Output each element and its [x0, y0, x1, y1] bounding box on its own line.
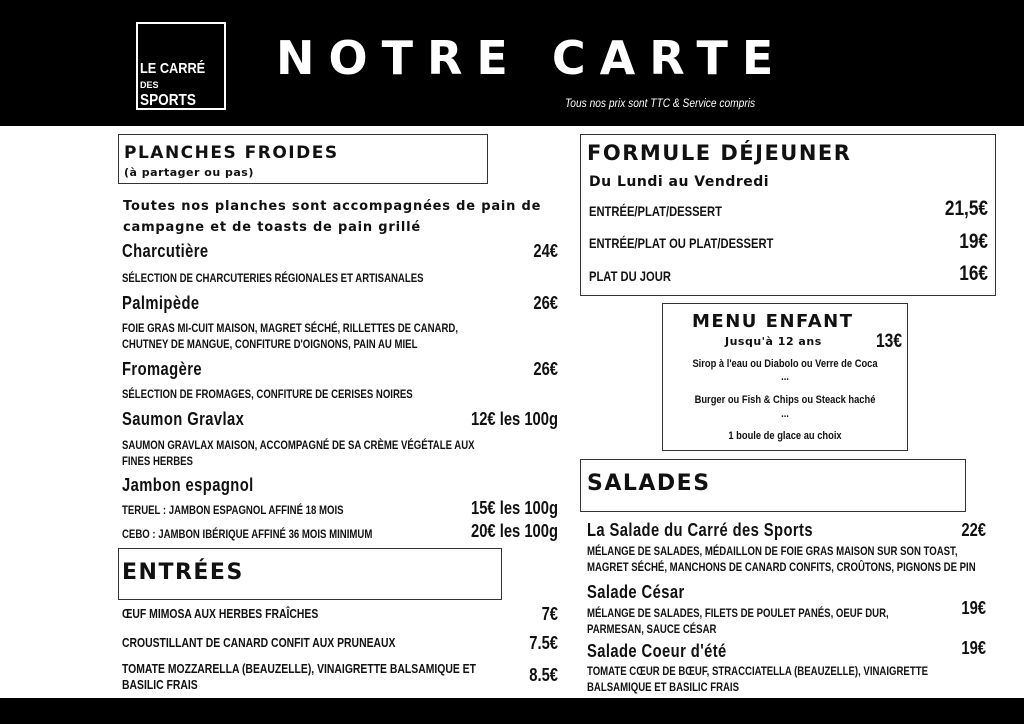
price-note: Tous nos prix sont TTC & Service compris	[565, 96, 756, 110]
enfant-age: Jusqu'à 12 ans	[725, 335, 822, 348]
salades-title: SALADES	[587, 471, 711, 496]
formule-subtitle: Du Lundi au Vendredi	[589, 174, 770, 190]
entree-croustillant: CROUSTILLANT DE CANARD CONFIT AUX PRUNEAUX	[122, 635, 396, 650]
item-fromagere: Fromagère	[122, 359, 202, 379]
formule-title: FORMULE DÉJEUNER	[587, 141, 852, 165]
formule-item-2: ENTRÉE/PLAT OU PLAT/DESSERT	[589, 235, 774, 251]
jambon-cebo: CEBO : JAMBON IBÉRIQUE AFFINÉ 36 MOIS MINIMUM	[122, 527, 373, 541]
planches-title: PLANCHES FROIDES	[124, 143, 339, 163]
enfant-main: Burger ou Fish & Chips ou Steack haché	[694, 394, 876, 406]
jambon-teruel: TERUEL : JAMBON ESPAGNOL AFFINÉ 18 MOIS	[122, 503, 344, 517]
formule-item-3: PLAT DU JOUR	[589, 268, 671, 284]
price-tomate: 8.5€	[529, 665, 558, 685]
formule-price-3: 16€	[959, 262, 988, 285]
desc-palmipede: FOIE GRAS MI-CUIT MAISON, MAGRET SÉCHÉ, RILLETTES DE CANARD, CHUTNEY DE MANGUE, CONFITURE D'OIGNONS, PAIN AU MIEL	[122, 321, 459, 351]
enfant-drink: Sirop à l'eau ou Diabolo ou Verre de Coca	[692, 358, 878, 370]
desc-salade-cesar: MÉLANGE DE SALADES, FILETS DE POULET PANÉS, OEUF DUR, PARMESAN, SAUCE CÉSAR	[587, 606, 889, 636]
price-oeuf: 7€	[541, 604, 558, 624]
salade-cesar: Salade César	[587, 582, 685, 602]
formule-price-2: 19€	[959, 230, 988, 253]
planches-subtitle: (à partager ou pas)	[124, 166, 254, 179]
price-salade-cesar: 19€	[961, 598, 986, 618]
desc-charcutiere: SÉLECTION DE CHARCUTERIES RÉGIONALES ET ARTISANALES	[122, 271, 424, 285]
salade-carre: La Salade du Carré des Sports	[587, 520, 813, 540]
item-charcutiere: Charcutière	[122, 241, 209, 261]
price-salade-coeur-ete: 19€	[961, 638, 986, 658]
formule-item-1: ENTRÉE/PLAT/DESSERT	[589, 203, 722, 219]
price-croustillant: 7.5€	[529, 633, 558, 653]
price-palmipede: 26€	[533, 293, 558, 313]
planches-intro: Toutes nos planches sont accompagnées de pain de campagne et de toasts de pain grillé	[123, 199, 542, 235]
logo-line2: DES	[140, 80, 159, 90]
enfant-sep-2: ...	[781, 408, 789, 420]
salade-coeur-ete: Salade Coeur d'été	[587, 641, 727, 661]
price-fromagere: 26€	[533, 359, 558, 379]
desc-saumon: SAUMON GRAVLAX MAISON, ACCOMPAGNÉ DE SA CRÈME VÉGÉTALE AUX FINES HERBES	[122, 438, 475, 468]
formule-price-1: 21,5€	[944, 197, 988, 220]
logo	[136, 22, 226, 110]
page-title: NOTRE CARTE	[276, 31, 788, 85]
logo-line1: LE CARRÉ	[140, 60, 206, 77]
desc-salade-carre: MÉLANGE DE SALADES, MÉDAILLON DE FOIE GRAS MAISON SUR SON TOAST, MAGRET SÉCHÉ, MANCHONS DE CANARD CONFITS, CROÛTONS, PIGNONS DE PIN	[587, 544, 976, 574]
price-salade-carre: 22€	[961, 520, 986, 540]
desc-salade-coeur-ete: TOMATE CŒUR DE BŒUF, STRACCIATELLA (BEAUZELLE), VINAIGRETTE BALSAMIQUE ET BASILIC FRAIS	[587, 664, 928, 694]
price-teruel: 15€ les 100g	[471, 498, 558, 518]
logo-line3: SPORTS	[140, 92, 196, 109]
enfant-price: 13€	[876, 331, 902, 352]
enfant-sep-1: ...	[781, 371, 789, 383]
price-cebo: 20€ les 100g	[471, 521, 558, 541]
item-saumon: Saumon Gravlax	[122, 409, 245, 429]
price-saumon: 12€ les 100g	[471, 409, 558, 429]
header-bar	[0, 0, 1024, 126]
item-palmipede: Palmipède	[122, 293, 200, 313]
entree-oeuf: ŒUF MIMOSA AUX HERBES FRAÎCHES	[122, 606, 319, 621]
item-jambon: Jambon espagnol	[122, 475, 254, 495]
enfant-dessert: 1 boule de glace au choix	[728, 430, 842, 442]
enfant-title: MENU ENFANT	[692, 311, 854, 332]
entrees-title: ENTRÉES	[122, 560, 244, 585]
entree-tomate: TOMATE MOZZARELLA (BEAUZELLE), VINAIGRETTE BALSAMIQUE ET BASILIC FRAIS	[122, 661, 476, 692]
footer-bar	[0, 698, 1024, 724]
price-charcutiere: 24€	[533, 241, 558, 261]
desc-fromagere: SÉLECTION DE FROMAGES, CONFITURE DE CERISES NOIRES	[122, 387, 413, 401]
